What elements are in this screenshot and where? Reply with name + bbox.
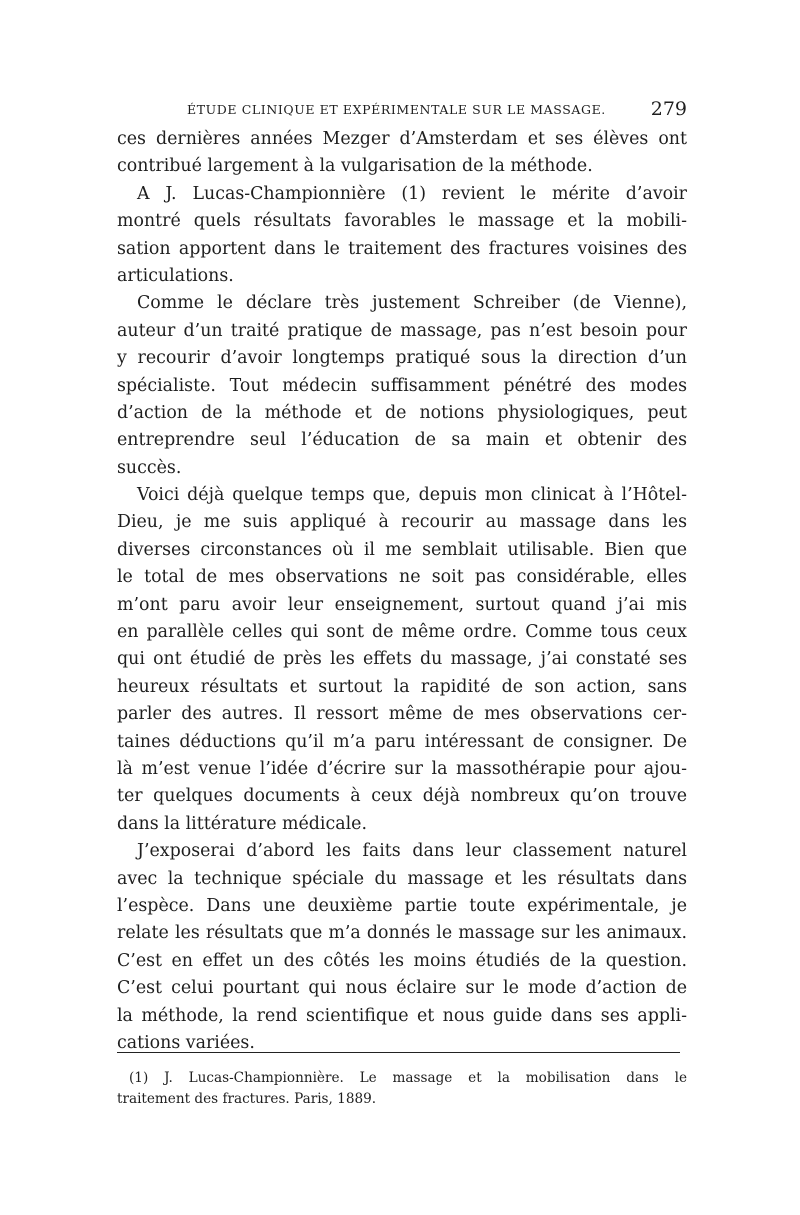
text-line: Dieu, je me suis appliqué à recourir au massage dans les — [117, 512, 687, 533]
text-line: relate les résultats que m’a donnés le massage sur les animaux. — [117, 923, 687, 944]
text-line: J’exposerai d’abord les faits dans leur classement naturel — [137, 841, 687, 862]
text-line: d’action de la méthode et de notions physiologiques, peut — [117, 402, 687, 423]
text-line: le total de mes observations ne soit pas considérable, elles — [117, 567, 687, 588]
text-line: dans la littérature médicale. — [117, 813, 367, 834]
text-line: avec la technique spéciale du massage et les résultats dans — [117, 868, 687, 889]
body-text — [117, 126, 687, 1057]
text-line: en parallèle celles qui sont de même ordre. Comme tous ceux — [117, 622, 687, 643]
text-line: auteur d’un traité pratique de massage, pas n’est besoin pour — [117, 320, 687, 341]
text-line: la méthode, la rend scientifique et nous guide dans ses appli- — [117, 1005, 687, 1026]
text-line: y recourir d’avoir longtemps pratiqué sous la direction d’un — [117, 348, 687, 369]
text-line: ter quelques documents à ceux déjà nombreux qu’on trouve — [117, 786, 687, 807]
text-line: taines déductions qu’il m’a paru intéressant de consigner. De — [117, 731, 687, 752]
text-line: diverses circonstances où il me semblait utilisable. Bien que — [117, 539, 687, 560]
text-line: C’est celui pourtant qui nous éclaire sur le mode d’action de — [117, 978, 687, 999]
text-line: succès. — [117, 457, 182, 478]
text-line: montré quels résultats favorables le massage et la mobili- — [117, 211, 687, 232]
text-line: Voici déjà quelque temps que, depuis mon clinicat à l’Hôtel- — [137, 485, 687, 506]
text-line: l’espèce. Dans une deuxième partie toute expérimentale, je — [117, 895, 687, 916]
text-line: sation apportent dans le traitement des fractures voisines des — [117, 238, 687, 259]
text-line: C’est en effet un des côtés les moins étudiés de la question. — [117, 950, 687, 971]
text-line: spécialiste. Tout médecin suffisamment pénétré des modes — [117, 375, 687, 396]
text-line: Comme le déclare très justement Schreiber (de Vienne), — [137, 293, 687, 314]
text-line: cations variées. — [117, 1032, 255, 1053]
text-line: qui ont étudié de près les effets du massage, j’ai constaté ses — [117, 649, 687, 670]
footnote-line: traitement des fractures. Paris, 1889. — [117, 1091, 377, 1107]
text-line: A J. Lucas-Championnière (1) revient le mérite d’avoir — [137, 183, 687, 204]
footnote-rule — [117, 1052, 680, 1053]
text-line: parler des autres. Il ressort même de mes observations cer- — [117, 704, 687, 725]
text-line: heureux résultats et surtout la rapidité de son action, sans — [117, 676, 687, 697]
footnote — [117, 1068, 687, 1110]
text-line: contribué largement à la vulgarisation de la méthode. — [117, 156, 593, 177]
page-header — [117, 98, 687, 124]
page-number: 279 — [650, 98, 687, 120]
text-line: m’ont paru avoir leur enseignement, surtout quand j’ai mis — [117, 594, 687, 615]
running-head: ÉTUDE CLINIQUE ET EXPÉRIMENTALE SUR LE MASSAGE. — [187, 102, 606, 117]
text-line: ces dernières années Mezger d’Amsterdam et ses élèves ont — [117, 129, 687, 149]
text-line: entreprendre seul l’éducation de sa main et obtenir des — [117, 430, 687, 451]
text-line: là m’est venue l’idée d’écrire sur la massothérapie pour ajou- — [117, 758, 687, 779]
text-line: articulations. — [117, 265, 234, 286]
footnote-line: (1) J. Lucas-Championnière. Le massage et la mobilisation dans le — [129, 1070, 687, 1086]
